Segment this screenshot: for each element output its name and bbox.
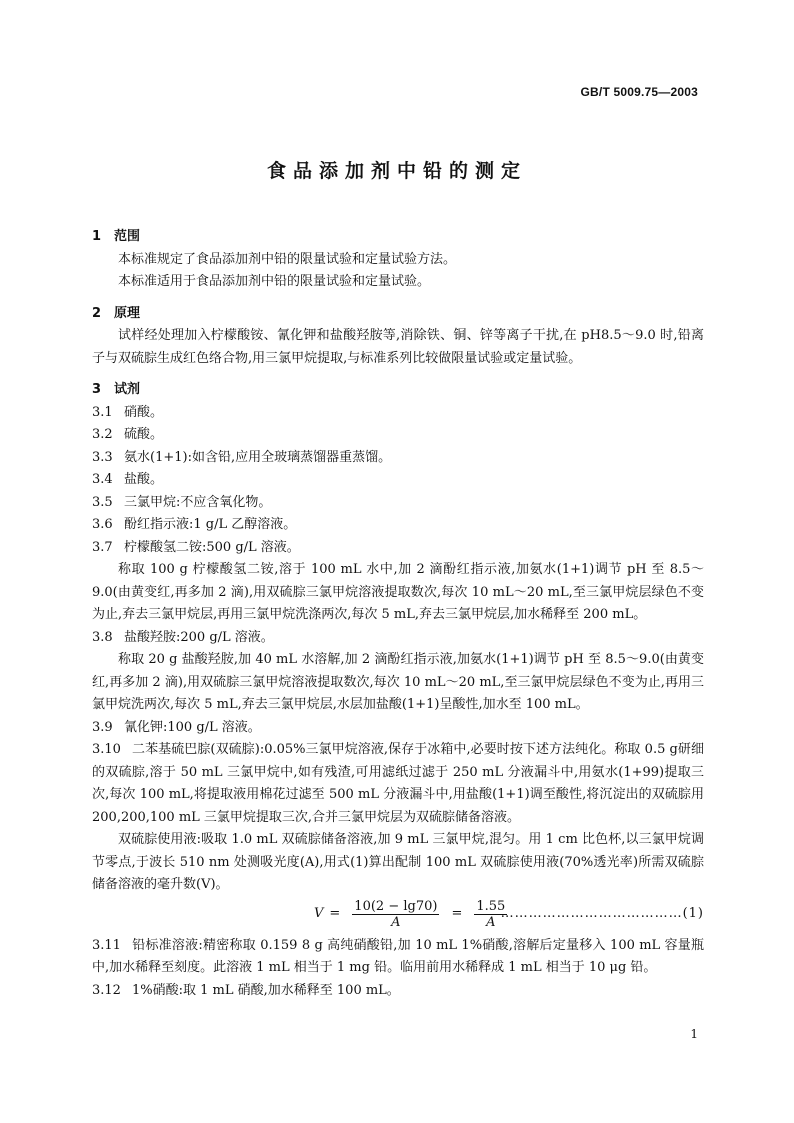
reagent-item — [92, 935, 704, 980]
item-text: 盐酸。 — [124, 472, 164, 487]
item-number: 3.9 — [92, 719, 113, 735]
reagent-detail: 称取 20 g 盐酸羟胺,加 40 mL 水溶解,加 2 滴酚红指示液,加氨水(1+1)调节 pH 至 8.5～9.0(由黄变红,再多加 2 滴),用双硫腙三氯甲烷溶液提取数次,每次 10 mL～20 mL,至三氯甲烷层绿色不变为止,再用三氯甲烷洗两次,每次 5 mL,弃去三氯甲烷层,水层加盐酸(1+1)呈酸性,加水至 100 mL。 — [92, 652, 704, 712]
scope-paragraph-2: 本标准适用于食品添加剂中铅的限量试验和定量试验。 — [118, 274, 431, 289]
item-text: 二苯基硫巴腙(双硫腙):0.05%三氯甲烷溶液,保存于冰箱中,必要时按下述方法纯化。称取 0.5 g研细的双硫腙,溶于 50 mL 三氯甲烷中,如有残渣,可用滤纸过滤于 250 mL 分液漏斗中,用氨水(1+99)提取三次,每次 100 mL,将提取液用棉花过滤至 500 mL 分液漏斗中,用盐酸(1+1)调至酸性,将沉淀出的双硫腙用 200,200,100 mL 三氯甲烷提取三次,合并三氯甲烷层为双硫腙储备溶液。 — [92, 742, 704, 825]
fraction-denominator: A — [486, 915, 496, 930]
section-heading-reagents: 3 试剂 — [92, 382, 141, 397]
fraction-numerator: 10(2 − lg70) — [354, 899, 438, 914]
standard-code: GB/T 5009.75—2003 — [580, 85, 698, 99]
item-number: 3.2 — [92, 427, 113, 442]
reagent-item — [92, 627, 704, 650]
item-text: 硝酸。 — [124, 404, 164, 420]
page-number: 1 — [690, 1027, 698, 1041]
document-body — [92, 226, 704, 1002]
formula-1 — [92, 899, 704, 931]
fraction-1 — [352, 899, 439, 930]
item-number: 3.12 — [92, 982, 121, 998]
formula-expression — [314, 899, 513, 931]
equals-sign: = — [329, 906, 341, 922]
equals-sign: = — [451, 906, 463, 922]
fraction-numerator: 1.55 — [476, 899, 506, 914]
item-text: 氰化钾:100 g/L 溶液。 — [124, 719, 261, 735]
item-number: 3.11 — [92, 937, 121, 953]
item-number: 3.8 — [92, 629, 113, 645]
formula-reference: …………………………………(1) — [500, 906, 704, 922]
item-text: 氨水(1+1):如含铅,应用全玻璃蒸馏器重蒸馏。 — [124, 449, 392, 465]
item-text: 盐酸羟胺:200 g/L 溶液。 — [124, 629, 274, 645]
reagent-item — [92, 514, 704, 537]
item-number: 3.10 — [92, 742, 121, 757]
item-number: 3.1 — [92, 404, 113, 420]
item-text: 三氯甲烷:不应含氧化物。 — [124, 494, 272, 510]
reagent-item — [92, 980, 704, 1003]
item-text: 柠檬酸氢二铵:500 g/L 溶液。 — [124, 539, 300, 555]
fraction-denominator: A — [391, 915, 401, 930]
item-number: 3.5 — [92, 494, 113, 510]
item-number: 3.4 — [92, 472, 113, 487]
reagent-item — [92, 537, 704, 560]
principle-paragraph: 试样经处理加入柠檬酸铵、氰化钾和盐酸羟胺等,消除铁、铜、锌等离子干扰,在 pH8.5～9.0 时,铅离子与双硫腙生成红色络合物,用三氯甲烷提取,与标准系列比较做限量试验或定量试验。 — [92, 328, 704, 366]
item-text: 硫酸。 — [124, 427, 164, 442]
item-text: 铅标准溶液:精密称取 0.159 8 g 高纯硝酸铅,加 10 mL 1%硝酸,溶解后定量移入 100 mL 容量瓶中,加水稀释至刻度。此溶液 1 mL 相当于 1 mg 铅。临用前用水稀释成 1 mL 相当于 10 μg 铅。 — [92, 937, 704, 975]
item-text: 酚红指示液:1 g/L 乙醇溶液。 — [124, 517, 297, 532]
formula-variable: V — [314, 906, 324, 922]
section-heading-scope: 1 范围 — [92, 229, 141, 244]
section-heading-principle: 2 原理 — [92, 305, 141, 321]
reagent-item — [92, 447, 704, 470]
item-number: 3.7 — [92, 539, 113, 555]
item-number: 3.3 — [92, 449, 113, 465]
reagent-item — [92, 424, 704, 447]
reagent-detail: 双硫腙使用液:吸取 1.0 mL 双硫腙储备溶液,加 9 mL 三氯甲烷,混匀。用 1 cm 比色杯,以三氯甲烷调节零点,于波长 510 nm 处测吸光度(A),用式(1)算出配制 100 mL 双硫腙使用液(70%透光率)所需双硫腙储备溶液的毫升数(V)。 — [92, 832, 704, 892]
reagent-item — [92, 492, 704, 515]
item-number: 3.6 — [92, 517, 113, 532]
reagent-detail: 称取 100 g 柠檬酸氢二铵,溶于 100 mL 水中,加 2 滴酚红指示液,加氨水(1+1)调节 pH 至 8.5～9.0(由黄变红,再多加 2 滴),用双硫腙三氯甲烷溶液提取数次,每次 10 mL～20 mL,至三氯甲烷层绿色不变为止,弃去三氯甲烷层,再用三氯甲烷洗涤两次,每次 5 mL,弃去三氯甲烷层,加水稀释至 200 mL。 — [92, 562, 704, 622]
page-title: 食品添加剂中铅的测定 — [266, 160, 527, 182]
reagent-item — [92, 402, 704, 425]
reagent-item — [92, 739, 704, 829]
reagent-item — [92, 717, 704, 740]
item-text: 1%硝酸:取 1 mL 硝酸,加水稀释至 100 mL。 — [132, 982, 400, 998]
reagent-item — [92, 469, 704, 492]
scope-paragraph-1: 本标准规定了食品添加剂中铅的限量试验和定量试验方法。 — [118, 251, 457, 267]
